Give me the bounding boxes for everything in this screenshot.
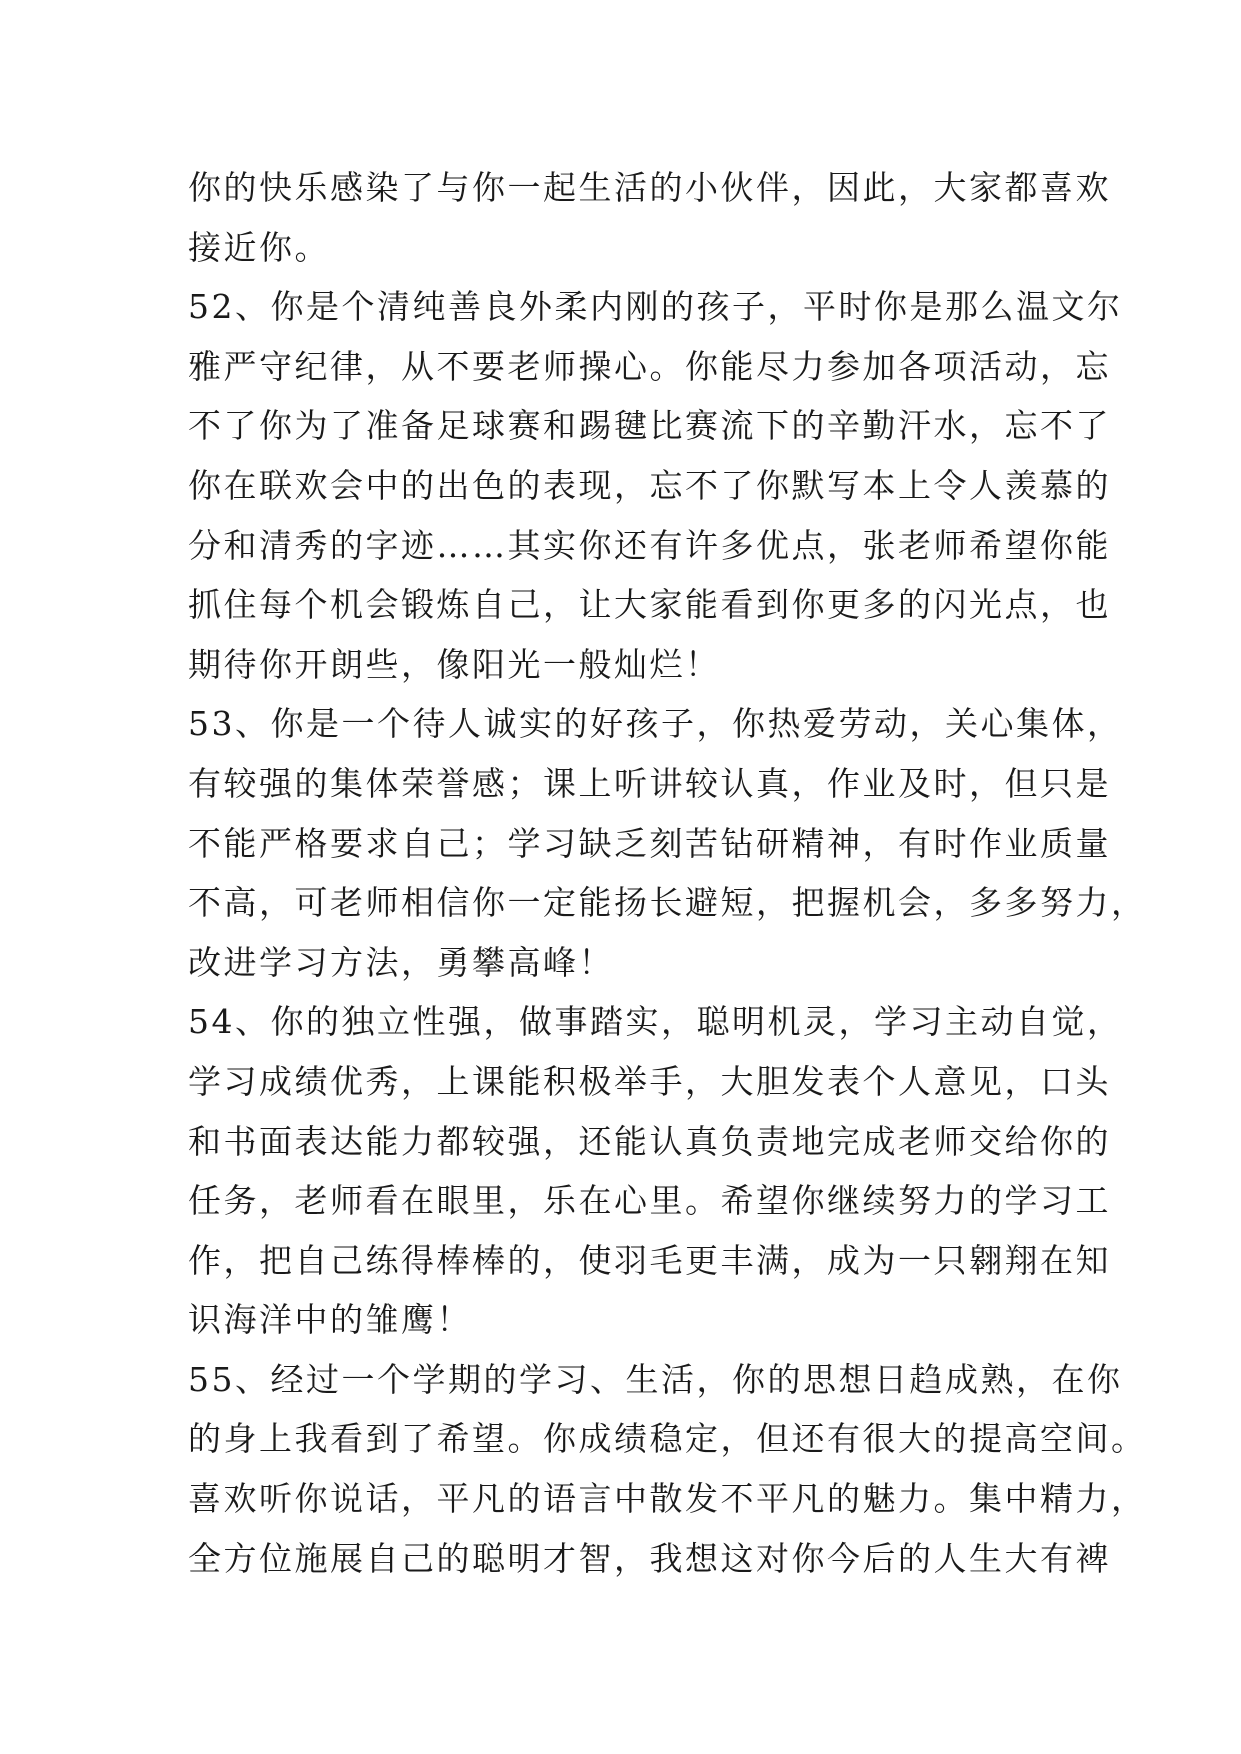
text-line: 任务，老师看在眼里，乐在心里。希望你继续努力的学习工 [188, 1181, 1111, 1221]
document-body [188, 158, 1147, 1588]
text-line: 有较强的集体荣誉感；课上听讲较认真，作业及时，但只是 [188, 763, 1111, 803]
text-line: 接近你。 [188, 227, 330, 267]
text-line: 喜欢听你说话，平凡的语言中散发不平凡的魅力。集中精力， [188, 1479, 1147, 1519]
comment-52-start: 52、你是个清纯善良外柔内刚的孩子，平时你是那么温文尔 [188, 287, 1123, 327]
text-line: 和书面表达能力都较强，还能认真负责地完成老师交给你的 [188, 1121, 1111, 1161]
text-line: 的身上我看到了希望。你成绩稳定，但还有很大的提高空间。 [188, 1419, 1147, 1459]
text-line: 学习成绩优秀，上课能积极举手，大胆发表个人意见，口头 [188, 1061, 1111, 1101]
text-line: 你的快乐感染了与你一起生活的小伙伴，因此，大家都喜欢 [188, 168, 1111, 207]
text-line: 期待你开朗些，像阳光一般灿烂！ [188, 644, 721, 684]
text-line: 识海洋中的雏鹰！ [188, 1300, 472, 1340]
text-line: 作，把自己练得棒棒的，使羽毛更丰满，成为一只翱翔在知 [188, 1240, 1111, 1280]
comment-53-start: 53、你是一个待人诚实的好孩子，你热爱劳动，关心集体， [188, 704, 1123, 744]
text-line: 改进学习方法，勇攀高峰！ [188, 942, 614, 982]
comment-55-start: 55、经过一个学期的学习、生活，你的思想日趋成熟，在你 [188, 1359, 1123, 1399]
text-line: 不高，可老师相信你一定能扬长避短，把握机会，多多努力， [188, 883, 1147, 923]
text-line: 不能严格要求自己；学习缺乏刻苦钻研精神，有时作业质量 [188, 823, 1111, 863]
text-line: 分和清秀的字迹……其实你还有许多优点，张老师希望你能 [188, 525, 1111, 565]
text-line: 你在联欢会中的出色的表现，忘不了你默写本上令人羡慕的 [188, 465, 1111, 505]
text-line: 不了你为了准备足球赛和踢毽比赛流下的辛勤汗水，忘不了 [188, 406, 1111, 446]
text-line: 抓住每个机会锻炼自己，让大家能看到你更多的闪光点，也 [188, 585, 1111, 625]
comment-54-start: 54、你的独立性强，做事踏实，聪明机灵，学习主动自觉， [188, 1002, 1123, 1042]
text-line: 雅严守纪律，从不要老师操心。你能尽力参加各项活动，忘 [188, 346, 1111, 386]
text-line: 全方位施展自己的聪明才智，我想这对你今后的人生大有裨 [188, 1538, 1111, 1578]
